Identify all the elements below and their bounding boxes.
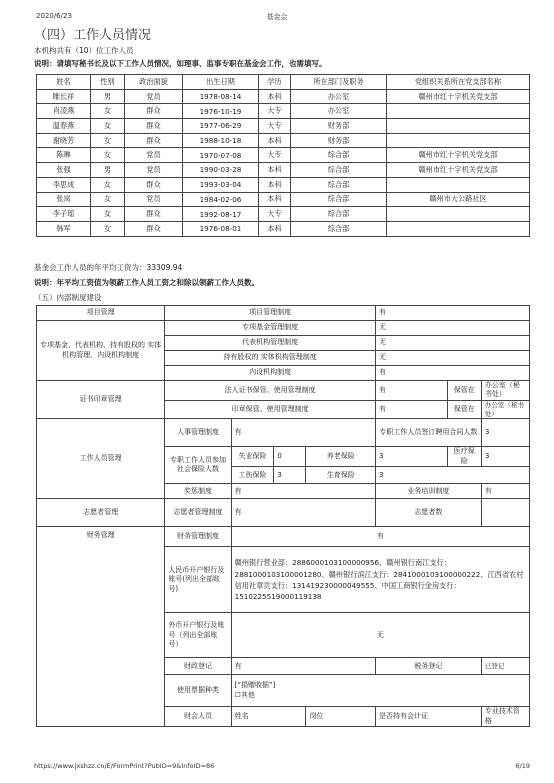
staff-row bbox=[37, 119, 530, 134]
bill-option-donation: [“捐赠收据”] bbox=[234, 681, 276, 690]
staff-row bbox=[37, 192, 530, 207]
tax-reg-value: 已登记 bbox=[481, 658, 529, 675]
staff-name: 张岚 bbox=[37, 192, 91, 207]
staff-name: 温春燕 bbox=[37, 119, 91, 134]
staff-birthdate: 1993-03-04 bbox=[183, 177, 259, 192]
tax-reg-label: 税务登记 bbox=[375, 658, 481, 675]
col-header-gender: 性别 bbox=[91, 75, 125, 90]
training-value: 有 bbox=[481, 484, 529, 499]
finance-system-label: 财务管理制度 bbox=[165, 527, 231, 547]
finance-mgmt-label: 财务管理 bbox=[37, 527, 165, 727]
staff-education: 本科 bbox=[259, 177, 291, 192]
project-mgmt-label: 项目管理 bbox=[37, 306, 165, 321]
medical-label: 医疗保险 bbox=[447, 447, 481, 467]
staff-department: 办公室 bbox=[291, 89, 387, 104]
internal-system-table bbox=[36, 305, 530, 727]
special-item-value: 无 bbox=[375, 321, 529, 336]
seal-mgmt-label: 证书印章管理 bbox=[37, 381, 165, 419]
salary-note: 说明：年平均工资值为领薪工作人员工资之和除以领薪工作人员数。 bbox=[34, 278, 259, 287]
acct-col-cert: 是否持有会计证 bbox=[375, 707, 481, 727]
volunteer-count-value bbox=[481, 499, 529, 527]
staff-education: 本科 bbox=[259, 221, 291, 236]
staff-politics: 群众 bbox=[125, 207, 183, 222]
bill-type-options bbox=[231, 675, 529, 707]
staff-party-branch bbox=[387, 207, 530, 222]
volunteer-system-label: 志愿者管理制度 bbox=[165, 499, 231, 527]
special-fund-label: 专项基金、代表机构、持有股权的 实体机构管理、内设机构制度 bbox=[37, 321, 165, 381]
staff-gender: 女 bbox=[91, 133, 125, 148]
staff-row bbox=[37, 133, 530, 148]
medical-value: 3 bbox=[481, 447, 529, 467]
staff-education: 本科 bbox=[259, 133, 291, 148]
volunteer-count-label: 志愿者数 bbox=[375, 499, 481, 527]
volunteer-mgmt-label: 志愿者管理 bbox=[37, 499, 165, 527]
seal-item-name: 印章保管、使用管理制度 bbox=[165, 400, 376, 419]
staff-table-header bbox=[37, 75, 530, 90]
fx-account-value: 无 bbox=[231, 613, 529, 658]
staff-name: 睢长祥 bbox=[37, 89, 91, 104]
staff-education: 大专 bbox=[259, 207, 291, 222]
seal-item-name: 法人证书保管、使用管理制度 bbox=[165, 381, 376, 401]
staff-politics: 党员 bbox=[125, 192, 183, 207]
staff-politics: 群众 bbox=[125, 119, 183, 134]
avg-salary-line: 基金会工作人员的年平均工资为：33309.94 bbox=[34, 263, 183, 272]
contract-count-label: 专职工作人员签订聘用合同人数 bbox=[375, 419, 481, 447]
col-header-department: 所在部门及职务 bbox=[291, 75, 387, 90]
special-item-name: 持有股权的 实体机构管理制度 bbox=[165, 351, 376, 366]
pension-value: 3 bbox=[375, 447, 447, 467]
seal-item-value: 有 bbox=[375, 400, 447, 419]
reward-label: 奖惩制度 bbox=[165, 484, 231, 499]
fin-reg-value: 有 bbox=[231, 658, 375, 675]
col-header-name: 姓名 bbox=[37, 75, 91, 90]
staff-birthdate: 1988-10-18 bbox=[183, 133, 259, 148]
staff-education: 本科 bbox=[259, 163, 291, 178]
staff-mgmt-label: 工作人员管理 bbox=[37, 419, 165, 499]
special-item-name: 代表机构管理制度 bbox=[165, 336, 376, 351]
staff-row bbox=[37, 89, 530, 104]
staff-gender: 男 bbox=[91, 163, 125, 178]
seal-keeper-label: 保管在 bbox=[447, 381, 481, 401]
staff-party-branch bbox=[387, 119, 530, 134]
rmb-account-label: 人民币开户银行及账号(列出全部账号) bbox=[165, 547, 231, 613]
staff-row bbox=[37, 207, 530, 222]
col-header-education: 学历 bbox=[259, 75, 291, 90]
staff-politics: 党员 bbox=[125, 148, 183, 163]
rmb-account-value: 赣州银行营业部：2886000103100000956、赣州银行南江支行：2881000103100001280、赣州银行滨江支行：2841000103100000222、江西省农村信用社章贡支行：131419230000049555、中国工商银行金房支行：1510225519000119138 bbox=[231, 547, 529, 613]
staff-education: 本科 bbox=[259, 89, 291, 104]
staff-gender: 女 bbox=[91, 148, 125, 163]
staff-party-branch bbox=[387, 177, 530, 192]
special-item-value: 有 bbox=[375, 366, 529, 381]
acct-col-position: 岗位 bbox=[306, 707, 376, 727]
staff-department: 财务部 bbox=[291, 133, 387, 148]
staff-birthdate: 1990-03-28 bbox=[183, 163, 259, 178]
staff-party-branch bbox=[387, 133, 530, 148]
unemployment-value: 0 bbox=[274, 447, 306, 467]
staff-department: 综合部 bbox=[291, 221, 387, 236]
staff-politics: 群众 bbox=[125, 104, 183, 119]
special-item-value: 无 bbox=[375, 351, 529, 366]
staff-gender: 女 bbox=[91, 119, 125, 134]
staff-party-branch: 赣州市红十字机关党支部 bbox=[387, 163, 530, 178]
staff-row bbox=[37, 177, 530, 192]
fin-reg-label: 财政登记 bbox=[165, 658, 231, 675]
staff-gender: 女 bbox=[91, 192, 125, 207]
maternity-value: 3 bbox=[375, 467, 529, 484]
seal-keeper-value: 办公室（秘书处） bbox=[481, 400, 529, 419]
staff-department: 综合部 bbox=[291, 148, 387, 163]
special-item-value: 无 bbox=[375, 336, 529, 351]
pension-label: 养老保险 bbox=[306, 447, 376, 467]
accountant-label: 财会人员 bbox=[165, 707, 231, 727]
staff-education: 本科 bbox=[259, 192, 291, 207]
staff-gender: 女 bbox=[91, 177, 125, 192]
staff-name: 谢晓芳 bbox=[37, 133, 91, 148]
training-label: 业务培训制度 bbox=[375, 484, 481, 499]
injury-value: 3 bbox=[274, 467, 306, 484]
acct-col-name: 姓名 bbox=[231, 707, 306, 727]
project-mgmt-item: 项目管理制度 bbox=[165, 306, 376, 321]
finance-system-value: 有 bbox=[231, 527, 529, 547]
staff-party-branch bbox=[387, 221, 530, 236]
staff-politics: 群众 bbox=[125, 133, 183, 148]
staff-politics: 党员 bbox=[125, 89, 183, 104]
staff-party-branch: 赣州市红十字机关党支部 bbox=[387, 148, 530, 163]
section-title-staff: （四）工作人员情况 bbox=[34, 28, 152, 43]
staff-birthdate: 1976-10-19 bbox=[183, 104, 259, 119]
staff-birthdate: 1976-08-01 bbox=[183, 221, 259, 236]
maternity-label: 生育保险 bbox=[306, 467, 376, 484]
col-header-party-branch: 党组织关系所在党支部名称 bbox=[387, 75, 530, 90]
staff-name: 肖凌燕 bbox=[37, 104, 91, 119]
special-item-name: 专项基金管理制度 bbox=[165, 321, 376, 336]
staff-education: 大专 bbox=[259, 104, 291, 119]
staff-note: 说明：请填写秘书长及以下工作人员情况，如理事、监事专职在基金会工作，也需填写。 bbox=[34, 59, 327, 68]
reward-value: 有 bbox=[231, 484, 375, 499]
staff-department: 办公室 bbox=[291, 104, 387, 119]
print-site-title: 基金会 bbox=[266, 13, 288, 21]
staff-party-branch: 赣州市大公路社区 bbox=[387, 192, 530, 207]
seal-item-value: 有 bbox=[375, 381, 447, 401]
section-title-internal-system: （五）内部制度建设 bbox=[34, 293, 102, 302]
contract-count-value: 3 bbox=[481, 419, 529, 447]
staff-politics: 群众 bbox=[125, 221, 183, 236]
bill-option-other: ☐其他 bbox=[234, 690, 255, 699]
insurance-label: 专职工作人员参加社会保险人数 bbox=[165, 447, 231, 484]
print-footer bbox=[34, 762, 530, 770]
unemployment-label: 失业保险 bbox=[231, 447, 274, 467]
fx-account-label: 外币开户银行及账号（列出全部账号） bbox=[165, 613, 231, 658]
staff-gender: 女 bbox=[91, 207, 125, 222]
staff-education: 大专 bbox=[259, 119, 291, 134]
bill-type-label: 使用票据种类 bbox=[165, 675, 231, 707]
special-item-name: 内设机构制度 bbox=[165, 366, 376, 381]
staff-politics: 党员 bbox=[125, 163, 183, 178]
seal-keeper-value: 办公室（秘书处） bbox=[481, 381, 529, 401]
seal-keeper-label: 保管在 bbox=[447, 400, 481, 419]
staff-department: 综合部 bbox=[291, 163, 387, 178]
acct-col-qualification: 专业技术资格 bbox=[481, 707, 529, 727]
staff-party-branch: 赣州市红十字机关党支部 bbox=[387, 89, 530, 104]
print-url: https://www.jxshzz.cn/E/FormPrint?PubID=9&InfoID=86 bbox=[34, 762, 215, 770]
injury-label: 工伤保险 bbox=[231, 467, 274, 484]
staff-department: 综合部 bbox=[291, 207, 387, 222]
staff-birthdate: 1984-02-06 bbox=[183, 192, 259, 207]
staff-name: 陈琳 bbox=[37, 148, 91, 163]
hr-system-value: 有 bbox=[231, 419, 375, 447]
staff-table bbox=[36, 74, 530, 237]
staff-birthdate: 1992-08-17 bbox=[183, 207, 259, 222]
staff-department: 综合部 bbox=[291, 177, 387, 192]
staff-row bbox=[37, 148, 530, 163]
col-header-birthdate: 出生日期 bbox=[183, 75, 259, 90]
staff-birthdate: 1978-08-14 bbox=[183, 89, 259, 104]
page-number: 6/19 bbox=[515, 762, 530, 770]
print-date: 2020/6/23 bbox=[36, 12, 72, 20]
staff-department: 综合部 bbox=[291, 192, 387, 207]
staff-gender: 男 bbox=[91, 89, 125, 104]
staff-row bbox=[37, 104, 530, 119]
staff-gender: 女 bbox=[91, 221, 125, 236]
staff-row bbox=[37, 221, 530, 236]
staff-education: 大专 bbox=[259, 148, 291, 163]
project-mgmt-value: 有 bbox=[375, 306, 529, 321]
staff-birthdate: 1977-06-29 bbox=[183, 119, 259, 134]
volunteer-system-value: 有 bbox=[231, 499, 375, 527]
staff-politics: 群众 bbox=[125, 177, 183, 192]
staff-department: 财务部 bbox=[291, 119, 387, 134]
staff-name: 李子瑶 bbox=[37, 207, 91, 222]
staff-name: 李思成 bbox=[37, 177, 91, 192]
staff-count-line: 本机构共有（10）位工作人员 bbox=[34, 46, 134, 55]
hr-system-label: 人事管理制度 bbox=[165, 419, 231, 447]
staff-row bbox=[37, 163, 530, 178]
staff-name: 张强 bbox=[37, 163, 91, 178]
staff-name: 韩军 bbox=[37, 221, 91, 236]
staff-gender: 女 bbox=[91, 104, 125, 119]
staff-birthdate: 1970-07-08 bbox=[183, 148, 259, 163]
col-header-politics: 政治面貌 bbox=[125, 75, 183, 90]
staff-party-branch bbox=[387, 104, 530, 119]
